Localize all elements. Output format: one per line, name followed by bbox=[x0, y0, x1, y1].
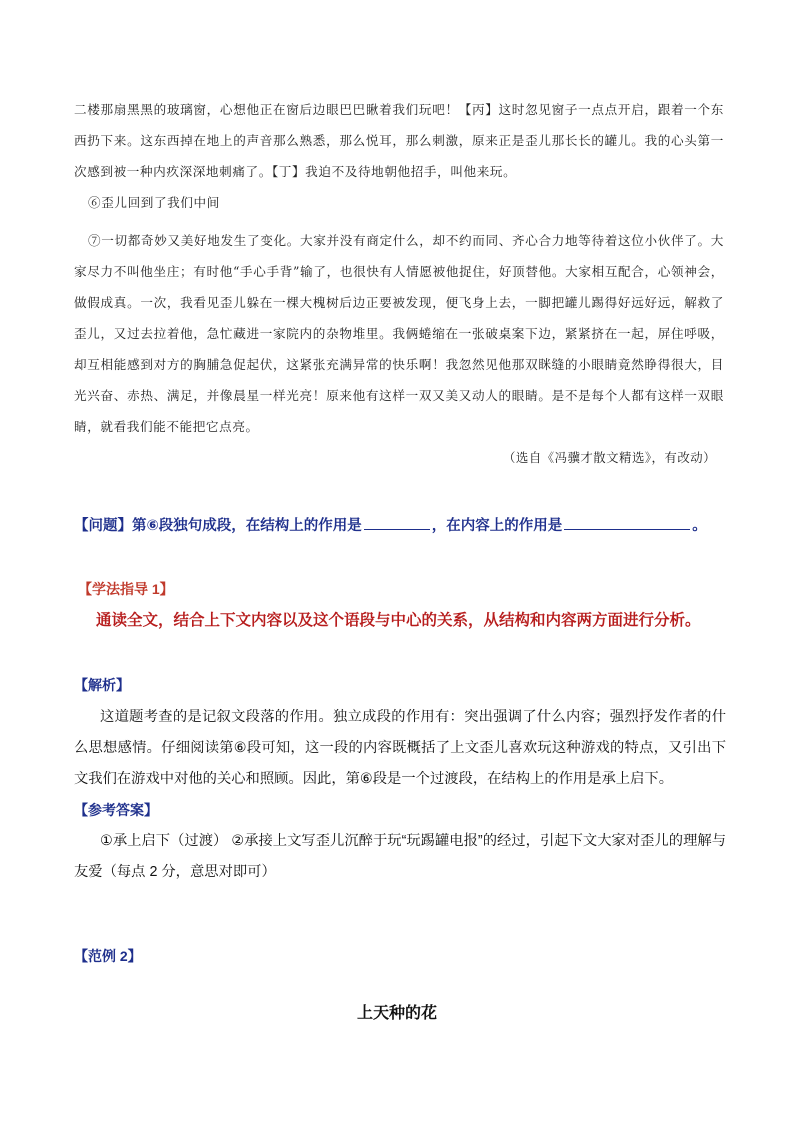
question-middle: ，在内容上的作用是 bbox=[431, 518, 563, 534]
answer-blank-content[interactable] bbox=[564, 519, 690, 530]
answer-blank-structure[interactable] bbox=[364, 519, 430, 530]
guide-text: 通读全文，结合上下文内容以及这个语段与中心的关系，从结构和内容两方面进行分析。 bbox=[96, 612, 701, 629]
question-line bbox=[74, 514, 707, 535]
passage-source: （选自《冯骥才散文精选》，有改动） bbox=[503, 450, 716, 465]
guide-header: 【学法指导 1】 bbox=[78, 581, 174, 597]
analysis-body bbox=[74, 702, 726, 795]
paragraph-6-text: ⑥歪儿回到了我们中间 bbox=[88, 195, 220, 210]
answer-text: ①承上启下（过渡） ②承接上文写歪儿沉醉于玩“玩踢罐电报”的经过，引起下文大家对歪儿的理解与友爱（每点 2 分，意思对即可） bbox=[74, 833, 726, 880]
example-header: 【范例 2】 bbox=[74, 948, 142, 964]
passage-paragraph-continued bbox=[74, 94, 724, 187]
answer-body bbox=[74, 826, 726, 888]
passage-text: 二楼那扇黑黑的玻璃窗，心想他正在窗后边眼巴巴瞅着我们玩吧！【丙】这时忽见窗子一点点开启，跟着一个东西扔下来。这东西掉在地上的声音那么熟悉，那么悦耳，那么刺激，原来正是歪儿那长长的罐儿。我的心头第一次感到被一种内疚深深地刺痛了。【丁】我迫不及待地朝他招手，叫他来玩。 bbox=[74, 102, 724, 179]
analysis-text: 这道题考查的是记叙文段落的作用。独立成段的作用有：突出强调了什么内容；强烈抒发作者的什么思想感情。仔细阅读第⑥段可知，这一段的内容既概括了上文歪儿喜欢玩这种游戏的特点，又引出下文我们在游戏中对他的关心和照顾。因此，第⑥段是一个过渡段，在结构上的作用是承上启下。 bbox=[74, 709, 726, 787]
analysis-header: 【解析】 bbox=[74, 677, 130, 693]
passage-paragraph-7 bbox=[74, 225, 724, 442]
answer-header: 【参考答案】 bbox=[74, 802, 158, 818]
question-suffix: 。 bbox=[692, 518, 707, 534]
paragraph-7-text: ⑦一切都奇妙又美好地发生了变化。大家并没有商定什么，却不约而同、齐心合力地等待着这位小伙伴了。大家尽力不叫他坐庄；有时他“手心手背”输了，也很快有人情愿被他捉住，好顶替他。大家相互配合，心领神会，做假成真。一次，我看见歪儿躲在一棵大槐树后边正要被发现，便飞身上去，一脚把罐儿踢得好远好远，解救了歪儿，又过去拉着他，急忙藏进一家院内的杂物堆里。我俩蜷缩在一张破桌案下边，紧紧挤在一起，屏住呼吸，却互相能感到对方的胸脯急促起伏，这紧张充满异常的快乐啊！我忽然见他那双眯缝的小眼睛竟然睁得很大，目光兴奋、赤热、满足，并像晨星一样光亮！原来他有这样一双又美又动人的眼睛。是不是每个人都有这样一双眼睛，就看我们能不能把它点亮。 bbox=[74, 233, 724, 434]
passage-paragraph-6 bbox=[74, 187, 724, 218]
essay-title: 上天种的花 bbox=[356, 1003, 437, 1022]
question-prefix: 【问题】第⑥段独句成段，在结构上的作用是 bbox=[74, 518, 362, 534]
